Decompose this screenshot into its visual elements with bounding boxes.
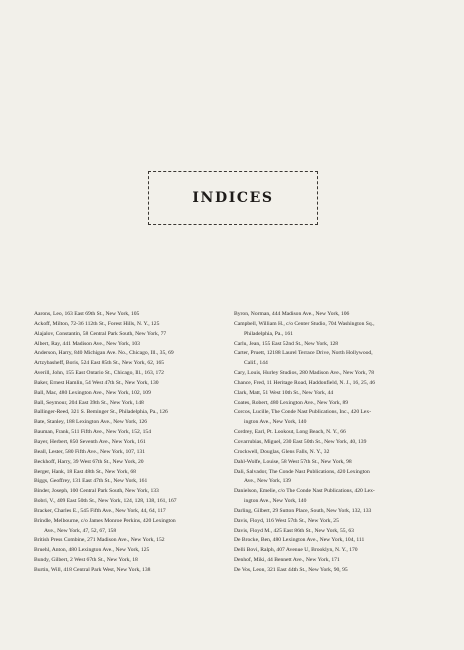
index-entry-line: British Press Combine, 271 Madison Ave., New York, 152	[34, 537, 165, 544]
index-entry-continuation: Calif., 144	[244, 360, 268, 367]
index-entry-line: Burtin, Will, 418 Central Park West, New York, 138	[34, 566, 151, 573]
index-entry	[234, 389, 434, 399]
index-entry	[34, 536, 232, 546]
index-column-right	[234, 310, 434, 576]
index-entry-line: Biggs, Geoffrey, 131 East 47th St., New York, 161	[34, 478, 148, 485]
index-entry	[34, 517, 232, 537]
index-entry-continuation: Philadelphia, Pa., 161	[244, 330, 293, 337]
index-entry-line: Carter, Pruett, 12188 Laurel Terrace Drive, North Hollywood,	[234, 350, 373, 357]
index-entry-line: Darling, Gilbert, 29 Sutton Place, South, New York, 132, 133	[234, 507, 372, 514]
index-entry-line: Dahl-Wolfe, Louise, 58 West 57th St., New York, 98	[234, 458, 352, 465]
index-entry-line: Bruehl, Anton, 480 Lexington Ave., New York, 125	[34, 547, 150, 554]
index-entry-line: Coates, Robert, 480 Lexington Ave., New York, 89	[234, 399, 349, 406]
index-entry-line: Berger, Hank, 18 East 48th St., New York, 68	[34, 468, 136, 475]
index-entry	[34, 399, 232, 409]
index-entry-line: Brindle, Melbourne, c/o James Monroe Perkins, 420 Lexington	[34, 517, 176, 524]
index-entry-continuation: ington Ave., New York, 140	[244, 419, 307, 426]
index-entry	[234, 527, 434, 537]
index-entry	[34, 477, 232, 487]
index-entry	[34, 487, 232, 497]
index-entry	[234, 369, 434, 379]
index-entry	[34, 320, 232, 330]
index-entry	[34, 507, 232, 517]
index-entry	[34, 497, 232, 507]
index-entry-line: Bundy, Gilbert, 2 West 67th St., New York, 18	[34, 557, 138, 564]
index-entry-continuation: Ave., New York, 47, 52, 67, 158	[44, 527, 117, 534]
index-entry-line: Anderson, Harry, 840 Michigan Ave. No., Chicago, Ill., 35, 69	[34, 350, 174, 357]
index-entry	[234, 428, 434, 438]
index-entry	[34, 556, 232, 566]
index-entry	[234, 546, 434, 556]
index-entry	[234, 408, 434, 428]
index-entry-line: Ballinger-Reed, 321 S. Beminger St., Philadelphia, Pa., 126	[34, 409, 168, 416]
index-entry-line: Corcos, Lucille, The Conde Nast Publications, Inc., 420 Lex-	[234, 409, 372, 416]
index-entry	[234, 448, 434, 458]
index-entry-line: De Brocke, Ben, 480 Lexington Ave., New York, 104, 111	[234, 537, 365, 544]
index-entry-line: Davis, Floyd, 116 West 57th St., New York, 25	[234, 517, 339, 524]
index-entry	[34, 389, 232, 399]
index-entry-line: Bracker, Charles E., 545 Fifth Ave., New York, 44, 64, 117	[34, 507, 166, 514]
index-entry	[234, 399, 434, 409]
index-entry-line: Chance, Fred, 11 Heritage Road, Haddonfield, N. J., 16, 25, 46	[234, 379, 376, 386]
index-entry	[34, 458, 232, 468]
index-entry-line: Cordrey, Earl, Pt. Lookout, Long Beach, N. Y., 66	[234, 429, 346, 436]
index-entry-line: Ball, Mac, 480 Lexington Ave., New York, 102, 109	[34, 389, 151, 396]
index-entry	[234, 517, 434, 527]
index-entry	[234, 536, 434, 546]
index-entry	[34, 330, 232, 340]
index-entry	[34, 349, 232, 359]
index-entry	[234, 556, 434, 566]
index-entry	[234, 438, 434, 448]
index-entry-line: Covarrubias, Miguel, 230 East 50th St., New York, 40, 139	[234, 438, 367, 445]
index-entry-line: Campbell, William H., c/o Center Studio, 704 Washington Sq.,	[234, 320, 375, 327]
index-entry	[34, 369, 232, 379]
index-column-left	[34, 310, 232, 576]
index-entry-line: Dali, Salvador, The Conde Nast Publications, 420 Lexington	[234, 468, 370, 475]
index-entry	[34, 566, 232, 576]
index-entry	[34, 379, 232, 389]
index-entry-line: Clark, Matt, 51 West 10th St., New York, 44	[234, 389, 334, 396]
page-title: INDICES	[192, 190, 274, 206]
index-entry	[234, 320, 434, 340]
index-entry	[34, 448, 232, 458]
index-entry-line: Bate, Stanley, 188 Lexington Ave., New York, 126	[34, 419, 148, 426]
index-entry-line: Baker, Ernest Hamlin, 54 West 47th St., New York, 130	[34, 379, 159, 386]
index-entry-line: De Vos, Leon, 321 East 44th St., New York, 90, 95	[234, 566, 348, 573]
index-entry-line: Binder, Joseph, 100 Central Park South, New York, 133	[34, 488, 159, 495]
index-entry	[234, 507, 434, 517]
index-entry	[34, 310, 232, 320]
index-entry	[234, 566, 434, 576]
index-entry-line: Beckhoff, Harry, 39 West 67th St., New York, 20	[34, 458, 144, 465]
index-entry	[234, 349, 434, 369]
index-entry-line: Cary, Louis, Hurley Studios, 280 Madison Ave., New York, 78	[234, 370, 374, 377]
index-entry	[234, 310, 434, 320]
index-entry	[234, 468, 434, 488]
index-entry-line: Bobri, V., 409 East 50th St., New York, 124, 128, 138, 161, 167	[34, 498, 177, 505]
index-entry-line: Ball, Seymour, 204 East 39th St., New York, 148	[34, 399, 144, 406]
index-entry-line: Alajalov, Constantin, 58 Central Park South, New York, 77	[34, 330, 167, 337]
index-entry-line: Artzybasheff, Boris, 524 East 85th St., New York, 62, 165	[34, 360, 165, 367]
index-entry	[34, 359, 232, 369]
index-entry	[34, 468, 232, 478]
index-entry-line: Danielson, Emelie, c/o The Conde Nast Publications, 420 Lex-	[234, 488, 375, 495]
index-entry-line: Albert, Ray, 441 Madison Ave., New York, 103	[34, 340, 140, 347]
index-entry	[34, 428, 232, 438]
index-entry-line: Averill, John, 155 East Ontario St., Chicago, Ill., 163, 172	[34, 370, 164, 377]
index-entry	[34, 340, 232, 350]
index-entry-line: Carlu, Jean, 155 East 52nd St., New York, 128	[234, 340, 339, 347]
index-entry	[234, 379, 434, 389]
index-entry-line: Davis, Floyd M., 425 East 86th St., New York, 55, 63	[234, 527, 354, 534]
index-entry-continuation: ington Ave., New York, 140	[244, 498, 307, 505]
index-entry-line: Beall, Lester, 580 Fifth Ave., New York, 107, 131	[34, 448, 146, 455]
index-entry-line: Denhof, Miki, 44 Bennett Ave., New York, 171	[234, 557, 340, 564]
index-entry-line: Aarons, Leo, 163 East 69th St., New York, 105	[34, 311, 140, 317]
index-entry-line: Bayer, Herbert, 850 Seventh Ave., New York, 161	[34, 438, 146, 445]
index-entry-continuation: Ave., New York, 139	[244, 478, 291, 485]
index-entry	[234, 487, 434, 507]
index-entry	[34, 438, 232, 448]
index-entry	[234, 340, 434, 350]
index-entry-line: Byron, Norman, 444 Madison Ave., New York, 106	[234, 311, 350, 317]
title-box	[148, 171, 318, 225]
index-entry	[34, 418, 232, 428]
index-entry-line: Delli Bovi, Ralph, 407 Avenue U, Brooklyn, N. Y., 170	[234, 547, 358, 554]
index-entry	[34, 408, 232, 418]
index-entry	[234, 458, 434, 468]
index-entry	[34, 546, 232, 556]
index-entry-line: Bauman, Frank, 511 Fifth Ave., New York, 152, 154	[34, 429, 151, 436]
index-entry-line: Crockwell, Douglas, Glens Falls, N. Y., 32	[234, 448, 330, 455]
index-entry-line: Ackoff, Milton, 72-36 112th St., Forest Hills, N. Y., 125	[34, 320, 160, 327]
